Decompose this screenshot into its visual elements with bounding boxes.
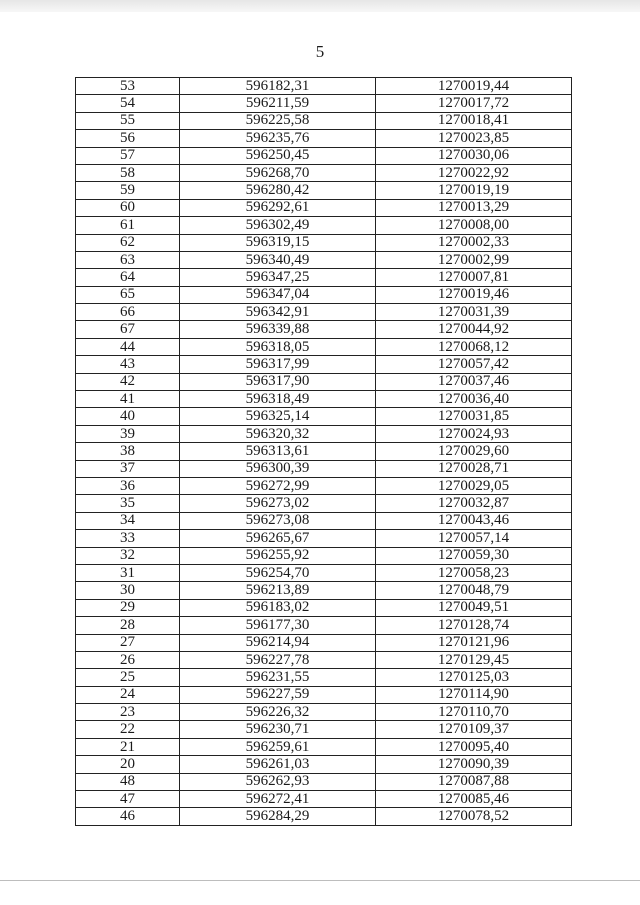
x-coordinate-cell: 596268,70 (180, 164, 376, 181)
y-coordinate-cell: 1270110,70 (376, 704, 572, 721)
x-coordinate-cell: 596265,67 (180, 530, 376, 547)
x-coordinate-cell: 596317,90 (180, 373, 376, 390)
y-coordinate-cell: 1270125,03 (376, 669, 572, 686)
y-coordinate-cell: 1270121,96 (376, 634, 572, 651)
y-coordinate-cell: 1270087,88 (376, 773, 572, 790)
table-row (76, 669, 572, 686)
y-coordinate-cell: 1270029,05 (376, 477, 572, 494)
x-coordinate-cell: 596318,49 (180, 391, 376, 408)
y-coordinate-cell: 1270095,40 (376, 738, 572, 755)
x-coordinate-cell: 596254,70 (180, 564, 376, 581)
point-number-cell: 60 (76, 199, 180, 216)
x-coordinate-cell: 596273,08 (180, 512, 376, 529)
x-coordinate-cell: 596302,49 (180, 217, 376, 234)
point-number-cell: 31 (76, 564, 180, 581)
y-coordinate-cell: 1270028,71 (376, 460, 572, 477)
y-coordinate-cell: 1270018,41 (376, 112, 572, 129)
table-row (76, 460, 572, 477)
y-coordinate-cell: 1270058,23 (376, 564, 572, 581)
y-coordinate-cell: 1270024,93 (376, 425, 572, 442)
coordinates-table-body (76, 78, 572, 826)
y-coordinate-cell: 1270114,90 (376, 686, 572, 703)
point-number-cell: 55 (76, 112, 180, 129)
table-row (76, 95, 572, 112)
point-number-cell: 56 (76, 130, 180, 147)
x-coordinate-cell: 596183,02 (180, 599, 376, 616)
x-coordinate-cell: 596342,91 (180, 304, 376, 321)
table-row (76, 738, 572, 755)
table-row (76, 356, 572, 373)
point-number-cell: 66 (76, 304, 180, 321)
x-coordinate-cell: 596262,93 (180, 773, 376, 790)
y-coordinate-cell: 1270019,46 (376, 286, 572, 303)
y-coordinate-cell: 1270031,85 (376, 408, 572, 425)
x-coordinate-cell: 596317,99 (180, 356, 376, 373)
x-coordinate-cell: 596227,59 (180, 686, 376, 703)
x-coordinate-cell: 596340,49 (180, 251, 376, 268)
point-number-cell: 23 (76, 704, 180, 721)
point-number-cell: 65 (76, 286, 180, 303)
point-number-cell: 42 (76, 373, 180, 390)
point-number-cell: 40 (76, 408, 180, 425)
y-coordinate-cell: 1270057,14 (376, 530, 572, 547)
table-row (76, 338, 572, 355)
x-coordinate-cell: 596319,15 (180, 234, 376, 251)
x-coordinate-cell: 596261,03 (180, 756, 376, 773)
table-row (76, 582, 572, 599)
x-coordinate-cell: 596347,25 (180, 269, 376, 286)
table-row (76, 182, 572, 199)
table-row (76, 321, 572, 338)
table-row (76, 112, 572, 129)
table-row (76, 599, 572, 616)
x-coordinate-cell: 596226,32 (180, 704, 376, 721)
y-coordinate-cell: 1270043,46 (376, 512, 572, 529)
point-number-cell: 39 (76, 425, 180, 442)
table-row (76, 147, 572, 164)
point-number-cell: 28 (76, 617, 180, 634)
point-number-cell: 30 (76, 582, 180, 599)
x-coordinate-cell: 596250,45 (180, 147, 376, 164)
x-coordinate-cell: 596225,58 (180, 112, 376, 129)
table-row (76, 217, 572, 234)
table-row (76, 756, 572, 773)
table-row (76, 564, 572, 581)
point-number-cell: 32 (76, 547, 180, 564)
x-coordinate-cell: 596339,88 (180, 321, 376, 338)
table-row (76, 808, 572, 825)
table-row (76, 408, 572, 425)
table-row (76, 547, 572, 564)
table-row (76, 651, 572, 668)
y-coordinate-cell: 1270017,72 (376, 95, 572, 112)
point-number-cell: 46 (76, 808, 180, 825)
x-coordinate-cell: 596313,61 (180, 443, 376, 460)
y-coordinate-cell: 1270036,40 (376, 391, 572, 408)
scan-top-edge (0, 0, 640, 12)
y-coordinate-cell: 1270008,00 (376, 217, 572, 234)
table-row (76, 391, 572, 408)
y-coordinate-cell: 1270007,81 (376, 269, 572, 286)
y-coordinate-cell: 1270023,85 (376, 130, 572, 147)
x-coordinate-cell: 596347,04 (180, 286, 376, 303)
table-row (76, 78, 572, 95)
point-number-cell: 53 (76, 78, 180, 95)
table-row (76, 286, 572, 303)
table-row (76, 251, 572, 268)
point-number-cell: 35 (76, 495, 180, 512)
point-number-cell: 20 (76, 756, 180, 773)
table-row (76, 199, 572, 216)
y-coordinate-cell: 1270031,39 (376, 304, 572, 321)
point-number-cell: 36 (76, 477, 180, 494)
x-coordinate-cell: 596255,92 (180, 547, 376, 564)
x-coordinate-cell: 596177,30 (180, 617, 376, 634)
table-row (76, 634, 572, 651)
table-row (76, 477, 572, 494)
point-number-cell: 58 (76, 164, 180, 181)
point-number-cell: 47 (76, 791, 180, 808)
x-coordinate-cell: 596182,31 (180, 78, 376, 95)
y-coordinate-cell: 1270128,74 (376, 617, 572, 634)
point-number-cell: 25 (76, 669, 180, 686)
point-number-cell: 43 (76, 356, 180, 373)
table-row (76, 164, 572, 181)
table-row (76, 425, 572, 442)
x-coordinate-cell: 596211,59 (180, 95, 376, 112)
point-number-cell: 54 (76, 95, 180, 112)
x-coordinate-cell: 596273,02 (180, 495, 376, 512)
x-coordinate-cell: 596272,99 (180, 477, 376, 494)
y-coordinate-cell: 1270048,79 (376, 582, 572, 599)
point-number-cell: 64 (76, 269, 180, 286)
page-number: 5 (315, 42, 325, 61)
point-number-cell: 34 (76, 512, 180, 529)
x-coordinate-cell: 596230,71 (180, 721, 376, 738)
point-number-cell: 59 (76, 182, 180, 199)
table-row (76, 130, 572, 147)
point-number-cell: 41 (76, 391, 180, 408)
x-coordinate-cell: 596318,05 (180, 338, 376, 355)
y-coordinate-cell: 1270002,99 (376, 251, 572, 268)
x-coordinate-cell: 596231,55 (180, 669, 376, 686)
table-row (76, 443, 572, 460)
y-coordinate-cell: 1270049,51 (376, 599, 572, 616)
x-coordinate-cell: 596272,41 (180, 791, 376, 808)
y-coordinate-cell: 1270019,19 (376, 182, 572, 199)
x-coordinate-cell: 596259,61 (180, 738, 376, 755)
y-coordinate-cell: 1270090,39 (376, 756, 572, 773)
table-row (76, 791, 572, 808)
table-row (76, 704, 572, 721)
x-coordinate-cell: 596227,78 (180, 651, 376, 668)
y-coordinate-cell: 1270068,12 (376, 338, 572, 355)
y-coordinate-cell: 1270129,45 (376, 651, 572, 668)
table-row (76, 373, 572, 390)
y-coordinate-cell: 1270109,37 (376, 721, 572, 738)
table-row (76, 304, 572, 321)
table-row (76, 617, 572, 634)
y-coordinate-cell: 1270078,52 (376, 808, 572, 825)
point-number-cell: 22 (76, 721, 180, 738)
y-coordinate-cell: 1270019,44 (376, 78, 572, 95)
y-coordinate-cell: 1270022,92 (376, 164, 572, 181)
x-coordinate-cell: 596300,39 (180, 460, 376, 477)
point-number-cell: 57 (76, 147, 180, 164)
table-row (76, 686, 572, 703)
y-coordinate-cell: 1270030,06 (376, 147, 572, 164)
table-row (76, 530, 572, 547)
table-row (76, 721, 572, 738)
y-coordinate-cell: 1270037,46 (376, 373, 572, 390)
point-number-cell: 44 (76, 338, 180, 355)
y-coordinate-cell: 1270057,42 (376, 356, 572, 373)
y-coordinate-cell: 1270059,30 (376, 547, 572, 564)
y-coordinate-cell: 1270032,87 (376, 495, 572, 512)
x-coordinate-cell: 596325,14 (180, 408, 376, 425)
table-row (76, 495, 572, 512)
point-number-cell: 21 (76, 738, 180, 755)
point-number-cell: 37 (76, 460, 180, 477)
x-coordinate-cell: 596214,94 (180, 634, 376, 651)
point-number-cell: 24 (76, 686, 180, 703)
point-number-cell: 63 (76, 251, 180, 268)
y-coordinate-cell: 1270002,33 (376, 234, 572, 251)
y-coordinate-cell: 1270044,92 (376, 321, 572, 338)
y-coordinate-cell: 1270013,29 (376, 199, 572, 216)
point-number-cell: 62 (76, 234, 180, 251)
point-number-cell: 61 (76, 217, 180, 234)
x-coordinate-cell: 596235,76 (180, 130, 376, 147)
point-number-cell: 33 (76, 530, 180, 547)
x-coordinate-cell: 596213,89 (180, 582, 376, 599)
point-number-cell: 48 (76, 773, 180, 790)
table-row (76, 773, 572, 790)
table-row (76, 234, 572, 251)
point-number-cell: 26 (76, 651, 180, 668)
x-coordinate-cell: 596320,32 (180, 425, 376, 442)
coordinates-table (75, 77, 572, 826)
scan-bottom-edge (0, 880, 640, 881)
point-number-cell: 29 (76, 599, 180, 616)
y-coordinate-cell: 1270085,46 (376, 791, 572, 808)
point-number-cell: 67 (76, 321, 180, 338)
table-row (76, 269, 572, 286)
x-coordinate-cell: 596280,42 (180, 182, 376, 199)
table-row (76, 512, 572, 529)
y-coordinate-cell: 1270029,60 (376, 443, 572, 460)
x-coordinate-cell: 596292,61 (180, 199, 376, 216)
point-number-cell: 38 (76, 443, 180, 460)
x-coordinate-cell: 596284,29 (180, 808, 376, 825)
point-number-cell: 27 (76, 634, 180, 651)
